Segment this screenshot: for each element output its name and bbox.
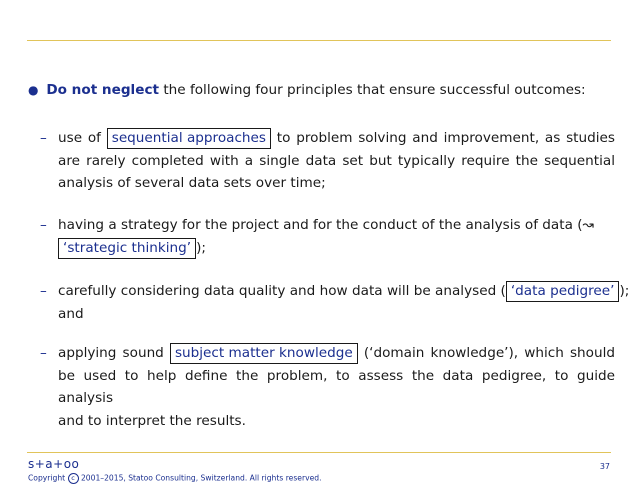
item-text: ); <box>196 239 206 256</box>
list-item <box>40 342 615 432</box>
item-line <box>40 342 615 365</box>
dash-icon: – <box>40 217 47 233</box>
bullet-lead: Do not neglect <box>46 82 159 98</box>
item-line <box>40 280 630 303</box>
copyright-icon: c <box>68 473 79 484</box>
copyright-text: 2001–2015, Statoo Consulting, Switzerland. All rights reserved. <box>80 473 322 483</box>
keyword-box: subject matter knowledge <box>170 343 358 364</box>
item-line: and <box>58 305 84 322</box>
keyword-box: ‘data pedigree’ <box>506 281 620 302</box>
copyright-label: Copyright <box>28 473 66 483</box>
item-line: and to interpret the results. <box>58 412 246 429</box>
list-item <box>40 127 615 195</box>
dash-icon: – <box>40 283 47 299</box>
copyright-notice <box>28 473 322 484</box>
header-rule <box>27 40 611 41</box>
item-text: applying sound <box>58 345 164 361</box>
item-text: (‘domain knowledge’), which should <box>363 345 615 361</box>
item-text: to problem solving and improvement, as studies <box>276 130 615 146</box>
item-line: having a strategy for the project and for the conduct of the analysis of data (↝ <box>58 217 594 233</box>
main-bullet <box>28 80 618 100</box>
item-line: are rarely completed with a single data set but typically require the sequential <box>58 152 615 169</box>
keyword-box: sequential approaches <box>107 128 271 149</box>
dash-icon: – <box>40 345 47 361</box>
footer-rule <box>27 452 611 453</box>
item-text: ); <box>619 283 630 299</box>
item-text: use of <box>58 130 101 146</box>
list-item <box>40 214 615 259</box>
dash-icon: – <box>40 130 47 146</box>
item-line <box>40 127 615 150</box>
item-text: carefully considering data quality and how data will be analysed ( <box>58 283 506 299</box>
item-line: analysis of several data sets over time; <box>58 175 326 191</box>
keyword-box: ‘strategic thinking’ <box>58 238 196 259</box>
bullet-text: the following four principles that ensure successful outcomes: <box>163 82 586 98</box>
page-number: 37 <box>599 462 610 471</box>
bullet-dot-icon: ● <box>28 83 39 97</box>
brand-logo: s+a+oo <box>28 457 80 471</box>
item-line <box>40 237 615 260</box>
item-line: be used to help define the problem, to assess the data pedigree, to guide analysis <box>58 367 615 406</box>
list-item <box>40 280 630 325</box>
